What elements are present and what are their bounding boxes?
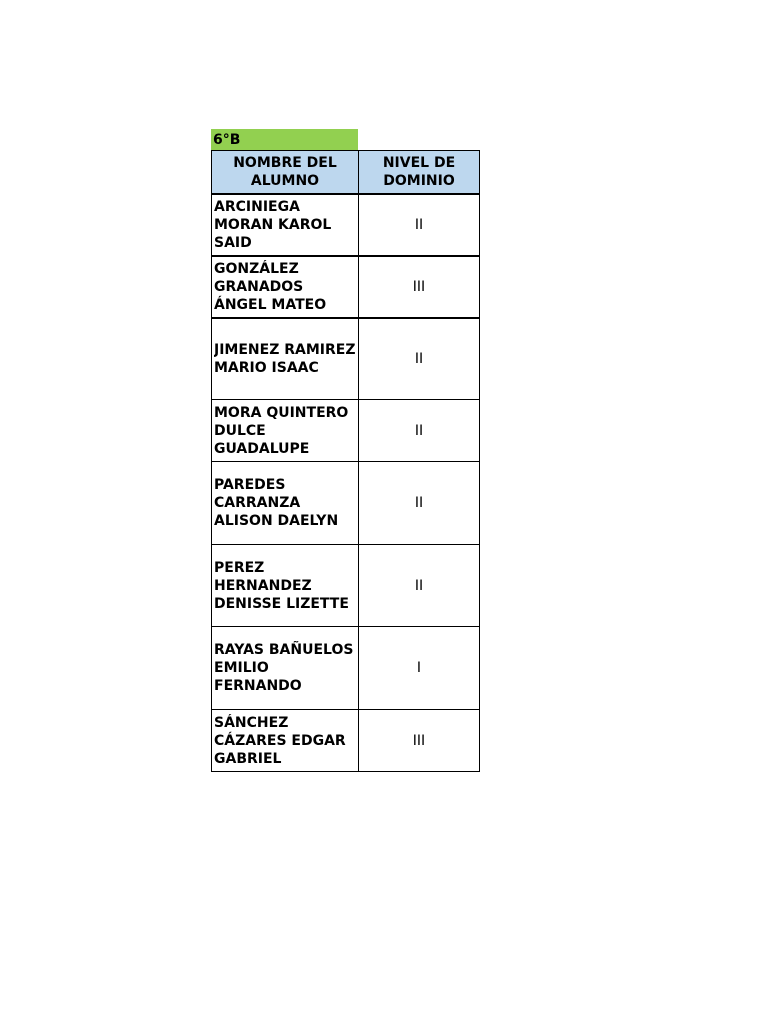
table-row xyxy=(212,545,480,627)
student-name: JIMENEZ RAMIREZ MARIO ISAAC xyxy=(212,318,359,400)
header-student-name: NOMBRE DEL ALUMNO xyxy=(212,151,359,194)
table-row xyxy=(212,710,480,772)
table-row xyxy=(212,400,480,462)
mastery-level: I xyxy=(359,627,480,710)
table-row xyxy=(212,462,480,545)
mastery-level: III xyxy=(359,710,480,772)
student-name: PEREZ HERNANDEZ DENISSE LIZETTE xyxy=(212,545,359,627)
mastery-level: III xyxy=(359,256,480,318)
student-name: GONZÁLEZ GRANADOS ÁNGEL MATEO xyxy=(212,256,359,318)
mastery-level: II xyxy=(359,194,480,256)
mastery-level: II xyxy=(359,318,480,400)
table-row xyxy=(212,194,480,256)
table-row xyxy=(212,627,480,710)
header-row xyxy=(212,151,480,194)
mastery-level: II xyxy=(359,545,480,627)
student-table xyxy=(211,150,480,772)
header-mastery-level: NIVEL DE DOMINIO xyxy=(359,151,480,194)
student-name: ARCINIEGA MORAN KAROL SAID xyxy=(212,194,359,256)
student-name: RAYAS BAÑUELOS EMILIO FERNANDO xyxy=(212,627,359,710)
table-row xyxy=(212,318,480,400)
group-label: 6°B xyxy=(211,129,358,150)
student-name: MORA QUINTERO DULCE GUADALUPE xyxy=(212,400,359,462)
student-name: PAREDES CARRANZA ALISON DAELYN xyxy=(212,462,359,545)
student-name: SÁNCHEZ CÁZARES EDGAR GABRIEL xyxy=(212,710,359,772)
mastery-level: II xyxy=(359,462,480,545)
mastery-level: II xyxy=(359,400,480,462)
table-row xyxy=(212,256,480,318)
